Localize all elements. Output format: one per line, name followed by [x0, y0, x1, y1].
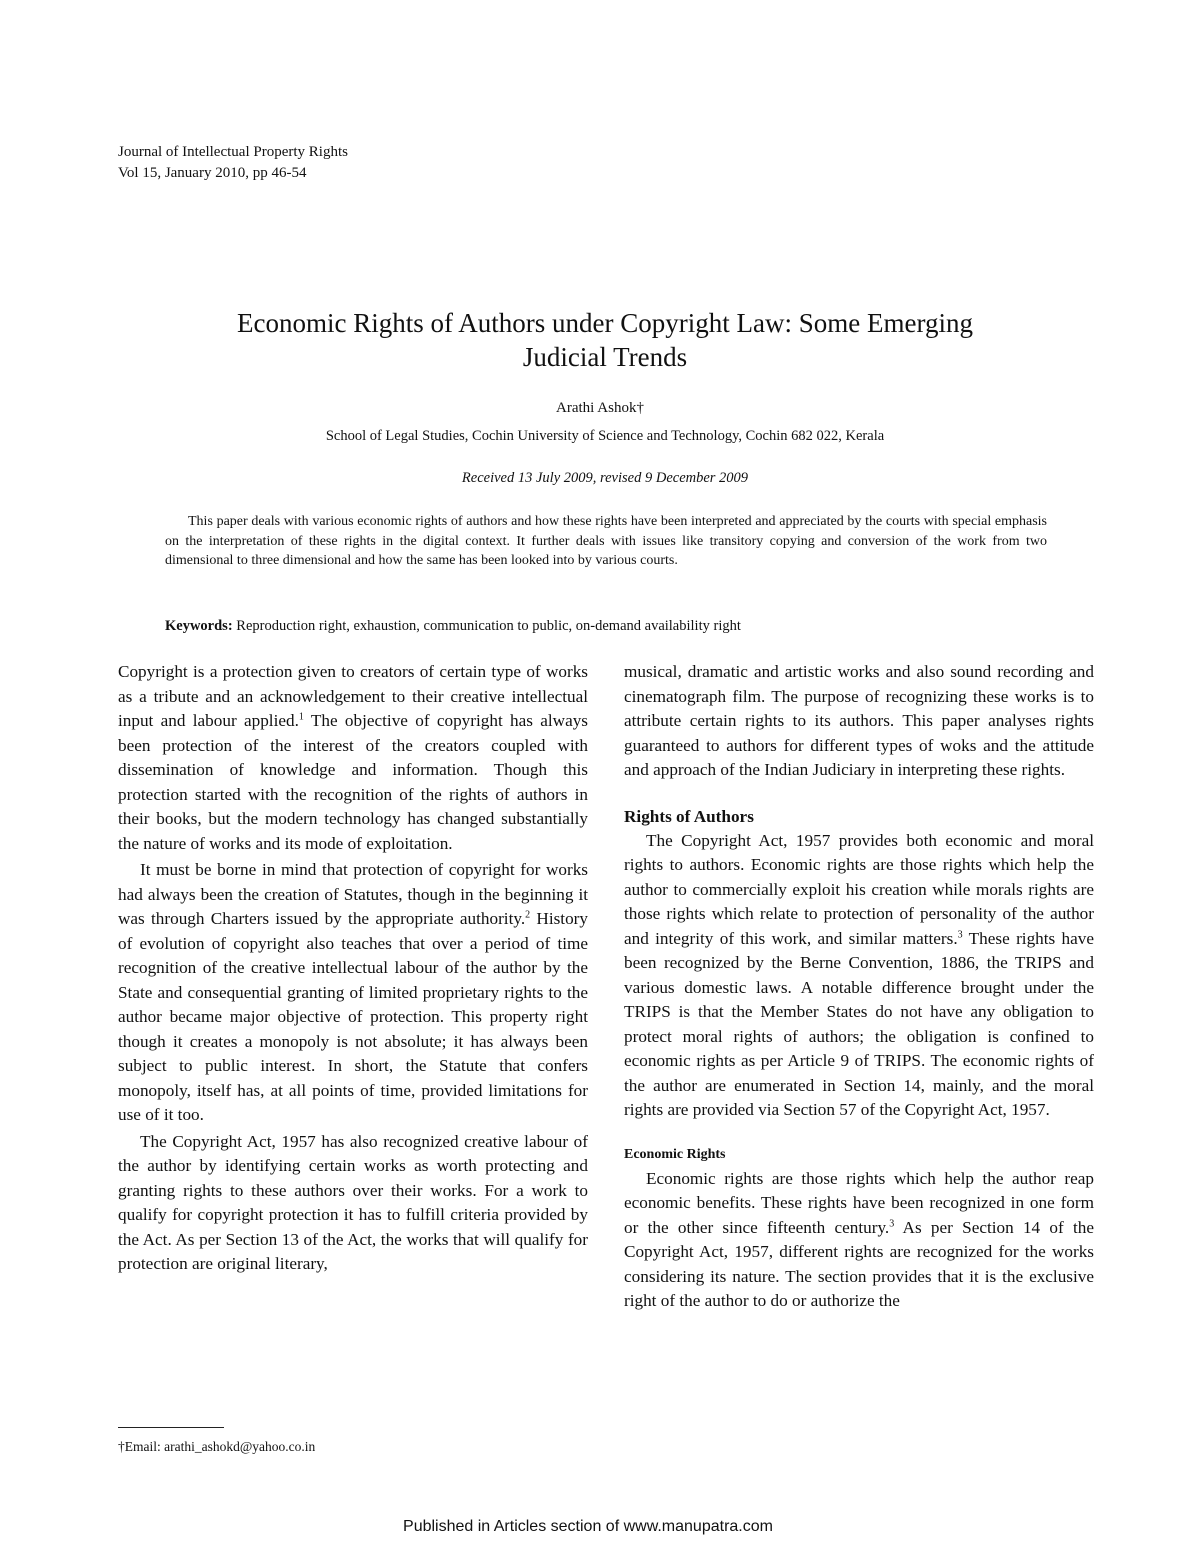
keywords-text: Reproduction right, exhaustion, communication to public, on-demand availability right — [236, 618, 741, 634]
journal-name: Journal of Intellectual Property Rights — [118, 144, 348, 160]
body-paragraph: Copyright is a protection given to creators of certain type of works as a tribute and an acknowledgement to their creative intellectual input and labour applied.$^1$ The objective of copyright has always been protection of the interest of the creators coupled with dissemination of knowledge and information. Though this protection started with the recognition of the rights of authors in their books, but the modern technology has changed substantially the nature of works and its mode of exploitation. — [118, 662, 588, 853]
footnote-ref: 3 — [889, 1217, 895, 1229]
left-column — [118, 660, 588, 1277]
journal-volume: Vol 15, January 2010, pp 46-54 — [118, 165, 307, 181]
author-affiliation: School of Legal Studies, Cochin University of Science and Technology, Cochin 682 022, Kerala — [325, 428, 885, 444]
body-paragraph: musical, dramatic and artistic works and also sound recording and cinematograph film. The purpose of recognizing these works is to attribute certain rights to its authors. This paper analyses rights guaranteed to authors for different types of woks and the attitude and approach of the Indian Judiciary in interpreting these rights. — [624, 662, 1094, 779]
footnote-ref: 2 — [525, 909, 531, 921]
journal-header — [118, 142, 348, 184]
publisher-footer: Published in Articles section of www.manupatra.com — [403, 1518, 773, 1535]
footnote-divider — [118, 1427, 224, 1428]
subsection-heading: Economic Rights — [624, 1146, 726, 1162]
body-paragraph: The Copyright Act, 1957 provides both economic and moral rights to authors. Economic rights are those rights which help the author to commercially exploit his creation while morals rights are those rights which relate to protection of personality of the author and integrity of this work, and similar matters.$^3$ These rights have been recognized by the Berne Convention, 1886, the TRIPS and various domestic laws. A notable difference brought under the TRIPS is that the Member States do not have any obligation to protect moral rights of authors; the obligation is confined to economic rights as per Article 9 of TRIPS. The economic rights of the author are enumerated in Section 14, mainly, and the moral rights are provided via Section 57 of the Copyright Act, 1957. — [624, 830, 1095, 1119]
body-paragraph: Economic rights are those rights which help the author reap economic benefits. These rights have been recognized in one form or the other since fifteenth century.$^3$ As per Section 14 of the Copyright Act, 1957, different rights are recognized for the works considering its nature. The section provides that it is the exclusive right of the author to do or authorize the — [624, 1168, 1094, 1310]
right-column — [624, 660, 1094, 1314]
footnote-ref: 3 — [957, 928, 963, 940]
author-name: Arathi Ashok† — [556, 400, 644, 416]
footnote-ref: 1 — [298, 711, 304, 723]
keywords — [165, 616, 1065, 636]
body-paragraph: It must be borne in mind that protection of copyright for works had always been the creation of Statutes, though in the beginning it was through Charters issued by the appropriate authority.$^2$ History of evolution of copyright also teaches that over a period of time recognition of the creative intellectual labour of the author by the State and consequential granting of limited proprietary rights to the author became major objective of protection. This property right though it creates a monopoly is not absolute; it has always been subject to public interest. In short, the Statute that confers monopoly, itself has, at all points of time, provided limitations for use of it too. — [118, 860, 588, 1124]
received-dates: Received 13 July 2009, revised 9 December 2009 — [461, 470, 749, 486]
footnote-email: †Email: arathi_ashokd@yahoo.co.in — [118, 1439, 316, 1454]
abstract: This paper deals with various economic rights of authors and how these rights have been interpreted and appreciated by the courts with special emphasis on the interpretation of these rights in the digital context. It further deals with issues like transitory copying and conversion of the work from two dimensional to three dimensional and how the same has been looked into by various courts. — [165, 514, 1047, 569]
section-heading: Rights of Authors — [624, 806, 754, 826]
paper-title — [120, 306, 1090, 374]
keywords-label: Keywords: — [165, 618, 233, 634]
body-paragraph: The Copyright Act, 1957 has also recognized creative labour of the author by identifying certain works as worth protecting and granting rights to these authors over their works. For a work to qualify for copyright protection it has to fulfill criteria provided by the Act. As per Section 13 of the Act, the works that will qualify for protection are original literary, — [118, 1131, 588, 1273]
paper-title-line-2: Judicial Trends — [522, 342, 688, 372]
paper-title-line-1: Economic Rights of Authors under Copyright Law: Some Emerging — [237, 308, 973, 338]
